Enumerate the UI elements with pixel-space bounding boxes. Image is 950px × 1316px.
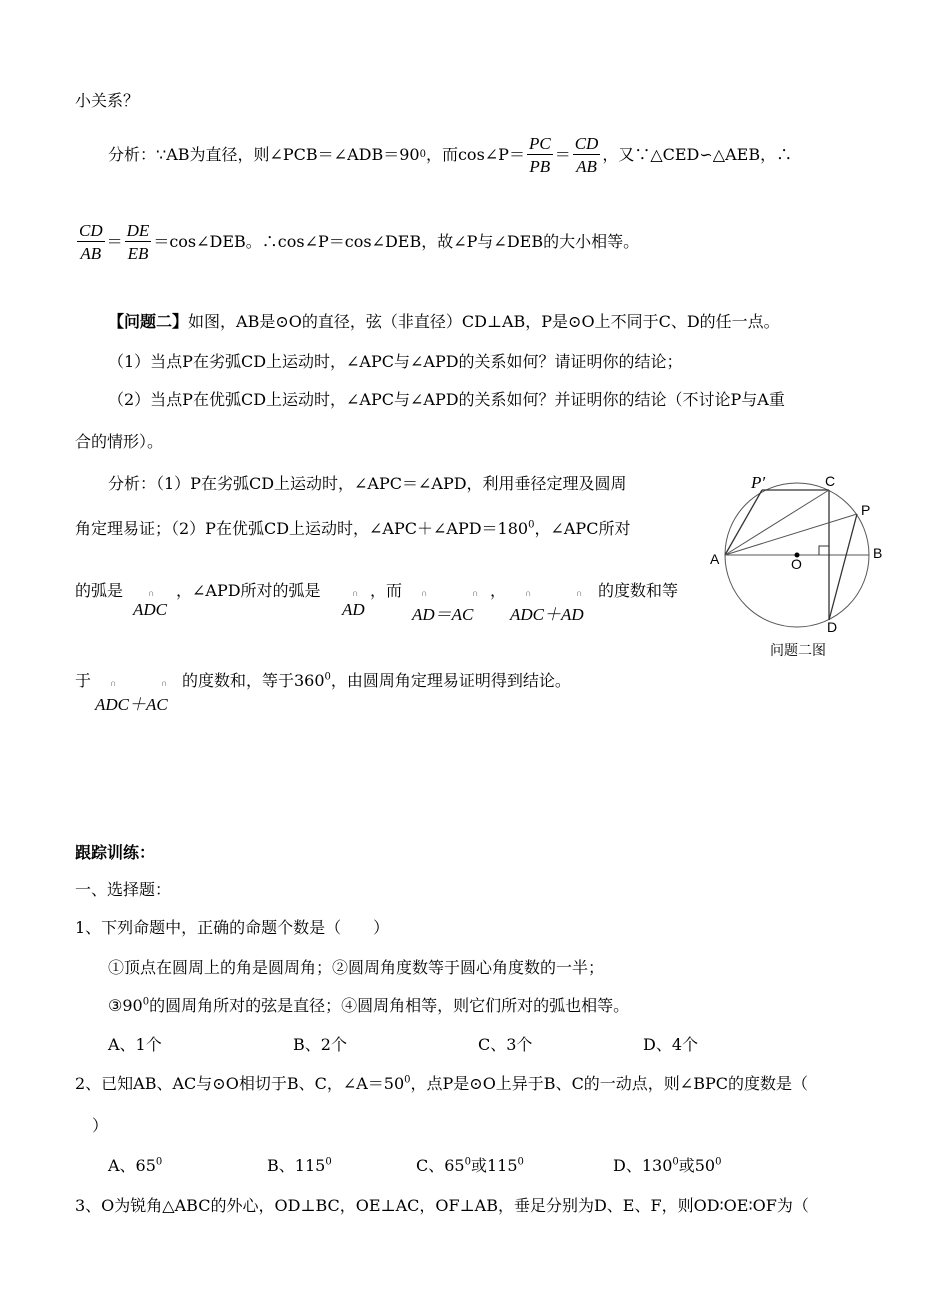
- arc-adc-plus-ad: [510, 588, 584, 625]
- q1-statement2: [108, 998, 629, 1014]
- label-d: D: [827, 619, 838, 635]
- q1-option-b[interactable]: B、2个: [293, 1035, 347, 1054]
- analysis1-line2: [75, 222, 639, 262]
- q2-option-d[interactable]: [613, 1158, 722, 1174]
- degree-sup: 0: [155, 1156, 163, 1168]
- prev-question-tail: 小关系？: [75, 91, 140, 110]
- frac-den: PB: [529, 157, 551, 176]
- label-p: P: [861, 502, 871, 518]
- q2-stem-close: ）: [92, 1116, 109, 1135]
- degree-sup: 0: [672, 1156, 679, 1168]
- degree-sup: 0: [464, 1156, 471, 1168]
- frac-num: PC: [528, 134, 551, 153]
- q2-stem: [75, 1076, 808, 1092]
- frac-den: EB: [127, 244, 149, 263]
- arc-label: AD＝AC: [412, 605, 474, 624]
- problem2-q2b: 合的情形）。: [75, 432, 164, 451]
- arc-mark-icon: ∩: [525, 588, 532, 598]
- frac-num: DE: [126, 221, 150, 240]
- arc-ad-eq-ac: [412, 588, 479, 625]
- frac-den: AB: [80, 244, 102, 263]
- arc-label: ADC＋AD: [510, 605, 584, 624]
- equals: ＝: [106, 232, 123, 251]
- q1-stem: 1、下列命题中，正确的命题个数是（ ）: [75, 918, 390, 937]
- q2-option-text: B、115: [267, 1156, 326, 1175]
- arc-label: ADC: [133, 600, 167, 619]
- practice-heading: 跟踪训练：: [75, 843, 156, 862]
- fraction-cd-ab: [573, 135, 601, 175]
- frac-num: CD: [79, 221, 103, 240]
- label-p1: P′: [751, 473, 766, 492]
- analysis1-text4: ＝cos∠DEB。∴cos∠P＝cos∠DEB，故∠P与∠DEB的大小相等。: [153, 232, 640, 251]
- degree-sup: 0: [142, 996, 150, 1008]
- analysis2-text: 的度数和，等于360: [182, 671, 325, 690]
- degree-sup: 0: [324, 671, 331, 683]
- analysis2-text: ，∠APC所对: [534, 519, 631, 538]
- q1-text: 的圆周角所对的弦是直径；④圆周角相等，则它们所对的弧也相等。: [149, 996, 630, 1015]
- figure-caption: 问题二图: [770, 643, 826, 659]
- segment-pd: [829, 514, 857, 620]
- analysis1-text2: ，而cos∠P＝: [425, 145, 525, 164]
- degree-sup: 0: [528, 519, 535, 531]
- problem2-q1: （1）当点P在劣弧CD上运动时，∠APC与∠APD的关系如何？请证明你的结论；: [108, 352, 683, 371]
- arc-mark-icon: ∩: [472, 588, 479, 598]
- analysis2-line4-a: 于: [75, 671, 92, 690]
- analysis2-line3-d: ，: [490, 581, 507, 600]
- analysis2-text: ，由圆周角定理易证明得到结论。: [330, 671, 571, 690]
- right-angle-mark: [819, 546, 829, 555]
- fraction-pc-pb: [527, 135, 553, 175]
- q2-option-text: A、65: [108, 1156, 156, 1175]
- arc-mark-icon: ∩: [421, 588, 428, 598]
- analysis2-line3-c: ，而: [370, 581, 403, 600]
- problem2-title: 【问题二】: [108, 312, 189, 331]
- label-o: O: [791, 556, 802, 572]
- q2-option-a[interactable]: [108, 1158, 162, 1174]
- analysis2-line3-e: 的度数和等: [598, 581, 679, 600]
- label-c: C: [825, 473, 836, 489]
- degree-sup: 0: [715, 1156, 722, 1168]
- analysis2-line3-a: 的弧是: [75, 581, 124, 600]
- arc-mark-icon: ∩: [148, 588, 155, 598]
- arc-adc-plus-ac: [95, 678, 168, 715]
- arc-mark-icon: ∩: [161, 678, 168, 688]
- arc-mark-icon: ∩: [110, 678, 117, 688]
- arc-ad: [342, 588, 365, 620]
- analysis2-line3-b: ，∠APD所对的弧是: [176, 581, 321, 600]
- segment-ac: [725, 490, 829, 555]
- arc-mark-icon: ∩: [352, 588, 359, 598]
- q2-text: 2、已知AB、AC与⊙O相切于B、C，∠A＝50: [75, 1074, 405, 1093]
- q2-option-b[interactable]: [267, 1158, 332, 1174]
- q1-option-a[interactable]: A、1个: [108, 1035, 162, 1054]
- fraction-de-eb: [125, 222, 152, 262]
- q2-option-text: 或115: [470, 1156, 518, 1175]
- analysis2-line4-b: [182, 673, 571, 689]
- fraction-cd-ab-2: [77, 222, 105, 262]
- q2-option-text: 或50: [678, 1156, 716, 1175]
- problem2-stem: [108, 314, 780, 330]
- analysis1-label: 分析：: [108, 145, 157, 164]
- degree-sup: 0: [517, 1156, 524, 1168]
- q2-option-text: D、130: [613, 1156, 673, 1175]
- analysis1-line1: 分析： ∵AB为直径，则∠PCB＝∠ADB＝90 0 ，而cos∠P＝ $\frac{PC}{PB}$ ＝ $\frac{CD}{AB}$ ，又∵△CED∽△AEB，∴: [108, 134, 793, 176]
- frac-num: CD: [574, 134, 599, 153]
- analysis2-text: 角定理易证；（2）P在优弧CD上运动时，∠APC＋∠APD＝180: [75, 519, 529, 538]
- label-a: A: [710, 551, 720, 567]
- q1-option-c[interactable]: C、3个: [478, 1035, 533, 1054]
- arc-adc: [133, 588, 167, 620]
- q2-option-c[interactable]: [416, 1158, 524, 1174]
- analysis1-text3: ，又∵△CED∽△AEB，∴: [602, 145, 793, 164]
- equals: ＝: [554, 145, 571, 164]
- q1-text: ③90: [108, 996, 143, 1015]
- section-choice: 一、选择题：: [75, 880, 172, 899]
- arc-label: AD: [342, 600, 365, 619]
- q3-stem: 3、O为锐角△ABC的外心，OD⊥BC，OE⊥AC，OF⊥AB，垂足分别为D、E、F，则OD∶OE∶OF为（: [75, 1196, 809, 1215]
- q1-option-d[interactable]: D、4个: [643, 1035, 699, 1054]
- degree-sup: 0: [325, 1156, 332, 1168]
- analysis2-line1: 分析：（1）P在劣弧CD上运动时，∠APC＝∠APD，利用垂径定理及圆周: [108, 474, 627, 493]
- analysis1-text1: ∵AB为直径，则∠PCB＝∠ADB＝90: [156, 145, 420, 164]
- problem2-stem-text: 如图，AB是⊙O的直径，弦（非直径）CD⊥AB，P是⊙O上不同于C、D的任一点。: [188, 312, 780, 331]
- q2-option-text: C、65: [416, 1156, 465, 1175]
- frac-den: AB: [576, 157, 597, 176]
- q1-statement1: ①顶点在圆周上的角是圆周角；②圆周角度数等于圆心角度数的一半；: [108, 958, 605, 977]
- label-b: B: [873, 545, 883, 561]
- arc-mark-icon: ∩: [576, 588, 583, 598]
- degree-sup: 0: [404, 1074, 411, 1086]
- q2-text: ，点P是⊙O上异于B、C的一动点，则∠BPC的度数是（: [410, 1074, 808, 1093]
- problem2-q2a: （2）当点P在优弧CD上运动时，∠APC与∠APD的关系如何？并证明你的结论（不讨论P与A重: [108, 390, 785, 409]
- analysis2-line2: [75, 521, 630, 537]
- arc-label: ADC＋AC: [95, 695, 168, 714]
